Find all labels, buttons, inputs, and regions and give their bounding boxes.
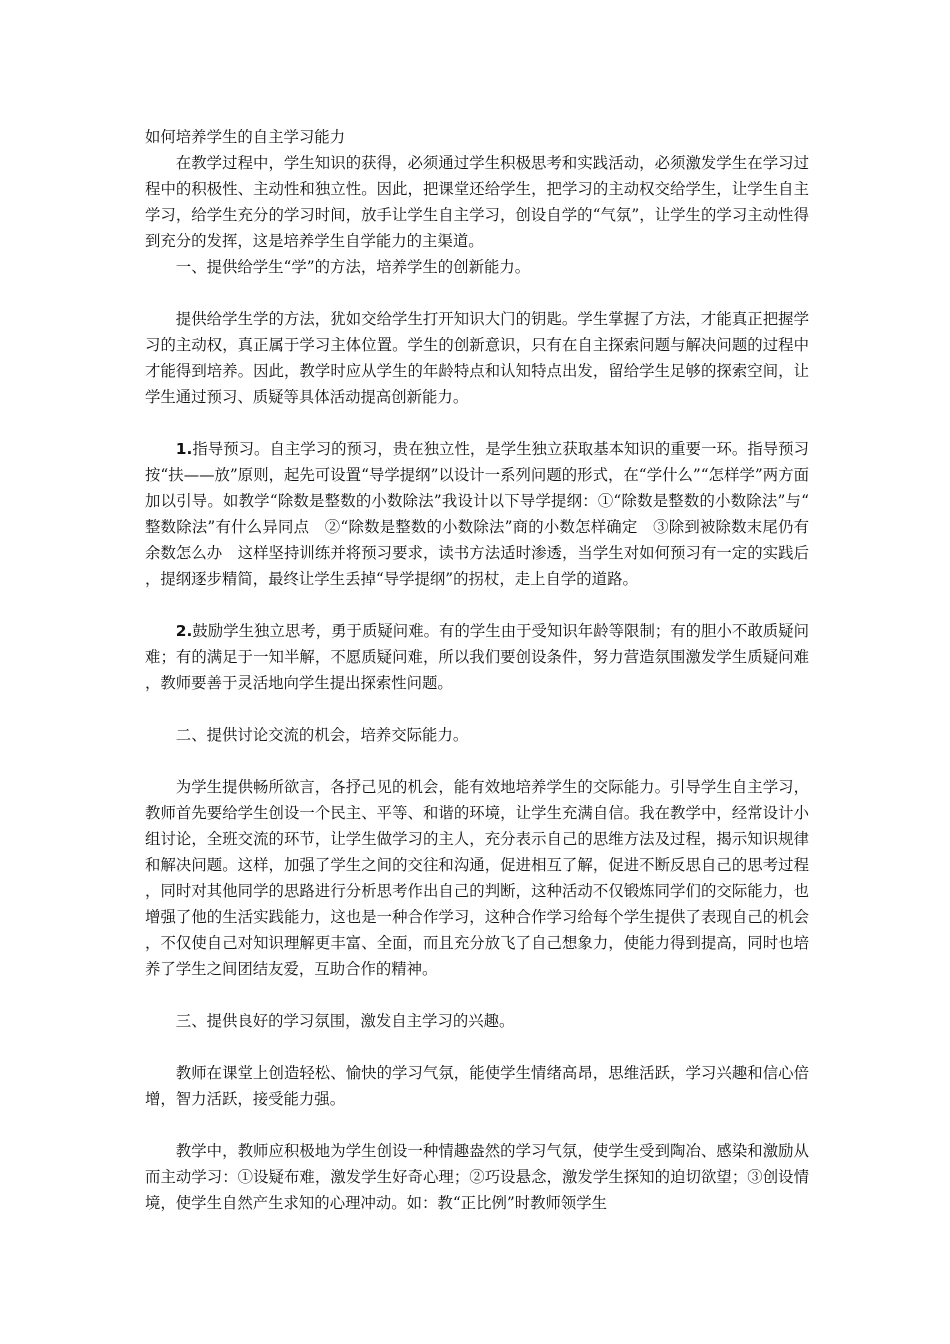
section-1-heading: 一、提供给学生“学”的方法，培养学生的创新能力。: [175, 258, 531, 276]
section-3-paragraph-2: 教学中，教师应积极地为学生创设一种情趣盎然的学习气氛，使学生受到陶冶、感染和激励从而主动学习：①设疑布难，激发学生好奇心理；②巧设悬念，激发学生探知的迫切欲望；③创设情境，使学生自然产生求知的心理冲动。如：教“正比例”时教师领学生: [145, 1142, 809, 1212]
section-1-paragraph: 提供给学生学的方法，犹如交给学生打开知识大门的钥匙。学生掌握了方法，才能真正把握学习的主动权，真正属于学习主体位置。学生的创新意识，只有在自主探索问题与解决问题的过程中才能得到培养。因此，教学时应从学生的年龄特点和认知特点出发，留给学生足够的探索空间，让学生通过预习、质疑等具体活动提高创新能力。: [145, 310, 809, 406]
section-2-paragraph: 为学生提供畅所欲言，各抒己见的机会，能有效地培养学生的交际能力。引导学生自主学习，教师首先要给学生创设一个民主、平等、和谐的环境，让学生充满自信。我在教学中，经常设计小组讨论，全班交流的环节，让学生做学习的主人，充分表示自己的思维方法及过程，揭示知识规律和解决问题。这样，加强了学生之间的交往和沟通，促进相互了解，促进不断反思自己的思考过程，同时对其他同学的思路进行分析思考作出自己的判断，这种活动不仅锻炼同学们的交际能力，也增强了他的生活实践能力，这也是一种合作学习，这种合作学习给每个学生提供了表现自己的机会，不仅使自己对知识理解更丰富、全面，而且充分放飞了自己想象力，使能力得到提高，同时也培养了学生之间团结友爱，互助合作的精神。: [145, 778, 809, 978]
document-body: [145, 124, 809, 1216]
section-2-heading: 二、提供讨论交流的机会，培养交际能力。: [175, 726, 469, 744]
list-item-2-text: 鼓励学生独立思考，勇于质疑问难。有的学生由于受知识年龄等限制；有的胆小不敢质疑问难；有的满足于一知半解，不愿质疑问难，所以我们要创设条件，努力营造氛围激发学生质疑问难，教师要善于灵活地向学生提出探索性问题。: [145, 622, 809, 692]
list-item-1-number: 1.: [175, 440, 193, 458]
section-3-heading: 三、提供良好的学习氛围，激发自主学习的兴趣。: [175, 1012, 515, 1030]
list-item-1-text: 指导预习。自主学习的预习，贵在独立性，是学生独立获取基本知识的重要一环。指导预习按“扶——放”原则，起先可设置“导学提纲”以设计一系列问题的形式，在“学什么”“怎样学”两方面加以引导。如教学“除数是整数的小数除法”我设计以下导学提纲：①“除数是整数的小数除法”与“整数除法”有什么异同点 ②“除数是整数的小数除法”商的小数怎样确定 ③除到被除数末尾仍有余数怎么办 这样坚持训练并将预习要求，读书方法适时渗透，当学生对如何预习有一定的实践后，提纲逐步精简，最终让学生丢掉“导学提纲”的拐杖，走上自学的道路。: [145, 440, 809, 588]
document-title: 如何培养学生的自主学习能力: [145, 128, 346, 146]
list-item-2-number: 2.: [175, 622, 193, 640]
section-3-paragraph-1: 教师在课堂上创造轻松、愉快的学习气氛，能使学生情绪高昂，思维活跃，学习兴趣和信心倍增，智力活跃，接受能力强。: [145, 1064, 809, 1108]
list-item-2: [145, 618, 809, 696]
intro-paragraph: 在教学过程中，学生知识的获得，必须通过学生积极思考和实践活动，必须激发学生在学习过程中的积极性、主动性和独立性。因此，把课堂还给学生，把学习的主动权交给学生，让学生自主学习，给学生充分的学习时间，放手让学生自主学习，创设自学的“气氛”，让学生的学习主动性得到充分的发挥，这是培养学生自学能力的主渠道。: [145, 154, 809, 250]
list-item-1: [145, 436, 809, 592]
